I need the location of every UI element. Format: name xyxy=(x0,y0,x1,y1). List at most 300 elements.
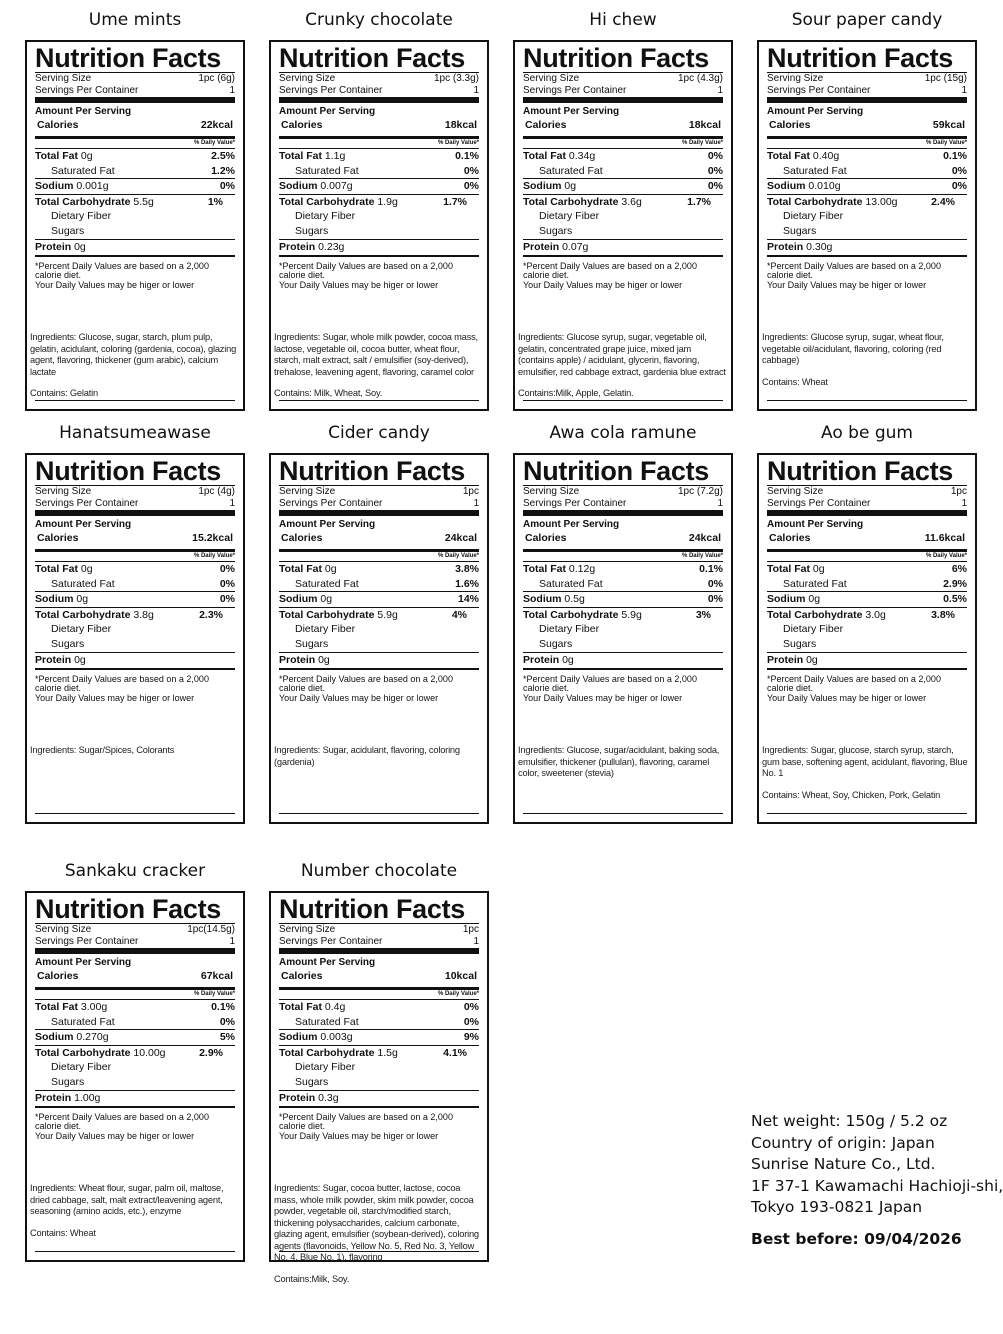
footnote-line: Your Daily Values may be higer or lower xyxy=(279,1130,439,1141)
serving-size-value: 1pc(14.5g) xyxy=(187,924,235,935)
footnote-line: *Percent Daily Values are based on a 2,000 xyxy=(279,1111,453,1122)
servings-label: Servings Per Container xyxy=(279,935,383,947)
footnote-line: Your Daily Values may be higer or lower xyxy=(523,692,683,703)
thick-divider xyxy=(35,97,235,103)
servings-row xyxy=(767,85,967,97)
nutrition-label xyxy=(269,40,489,411)
total-carb-label: Total Carbohydrate xyxy=(35,1046,131,1059)
ingredients-block xyxy=(518,745,728,790)
footnote-line: Your Daily Values may be higer or lower xyxy=(279,692,439,703)
total-fat-amount: 0g xyxy=(80,563,93,575)
nutrition-facts-heading: Nutrition Facts xyxy=(35,456,222,486)
ingredients-block xyxy=(274,1183,484,1285)
total-fat-amount: 0g xyxy=(80,150,93,162)
dietary-fiber-row: Dietary Fiber xyxy=(295,623,356,635)
address-line-2: Tokyo 193-0821 Japan xyxy=(751,1198,923,1216)
footnote xyxy=(523,675,723,704)
sugars-row: Sugars xyxy=(783,638,817,650)
total-fat-row xyxy=(279,561,479,577)
calories-value: 24kcal xyxy=(444,532,477,544)
sodium-label: Sodium xyxy=(279,180,318,192)
protein-row xyxy=(35,239,235,255)
saturated-fat-row xyxy=(35,164,235,179)
nutrition-label xyxy=(25,40,245,411)
total-fat-dv: 0% xyxy=(219,563,235,575)
sodium-dv: 0% xyxy=(707,593,723,605)
servings-value: 1 xyxy=(229,84,235,96)
sodium-row xyxy=(523,178,723,194)
footnote-line: Your Daily Values may be higer or lower xyxy=(767,279,927,290)
ingredients-text: Ingredients: Sugar, glucose, starch syrup, starch, gum base, softening agent, acidulant, flavoring, Blue No. 1 xyxy=(762,745,968,778)
total-fat-label: Total Fat xyxy=(767,563,810,575)
total-fat-row xyxy=(523,148,723,164)
total-fat-row xyxy=(35,999,235,1015)
daily-value-header: % Daily Value* xyxy=(193,991,235,997)
total-fat-dv: 0.1% xyxy=(211,1001,235,1013)
protein-label: Protein xyxy=(279,1092,316,1104)
nutrition-facts-heading: Nutrition Facts xyxy=(279,894,466,924)
protein-amount: 1.00g xyxy=(74,1092,101,1104)
total-carb-row xyxy=(35,194,235,210)
sodium-amount: 0.5g xyxy=(564,593,585,605)
serving-size-value: 1pc xyxy=(462,924,479,935)
servings-row xyxy=(35,936,235,948)
total-carb-amount: 5.5g xyxy=(133,195,154,208)
protein-label: Protein xyxy=(523,654,560,666)
sodium-dv: 5% xyxy=(219,1031,235,1043)
servings-value: 1 xyxy=(717,84,723,96)
amount-per-serving: Amount Per Serving xyxy=(279,106,376,117)
nutrition-facts-heading: Nutrition Facts xyxy=(279,43,466,73)
net-weight: Net weight: 150g / 5.2 oz xyxy=(751,1112,948,1130)
protein-amount: 0g xyxy=(318,654,330,666)
calories-label: Calories xyxy=(281,119,323,131)
sugars-row: Sugars xyxy=(295,638,329,650)
ingredients-text: Ingredients: Wheat flour, sugar, palm oil, maltose, dried cabbage, salt, malt extract/leavening agent, seasoning (amino acids, etc.), enzyme xyxy=(30,1183,224,1216)
calories-row xyxy=(35,531,235,545)
servings-value: 1 xyxy=(229,497,235,509)
servings-value: 1 xyxy=(961,497,967,509)
protein-row xyxy=(35,1090,235,1106)
sodium-amount: 0g xyxy=(808,593,821,605)
servings-row xyxy=(35,498,235,510)
servings-row xyxy=(279,936,479,948)
total-fat-row xyxy=(523,561,723,577)
sodium-label: Sodium xyxy=(279,1031,318,1043)
bottom-rule xyxy=(35,1251,235,1252)
saturated-fat-label: Saturated Fat xyxy=(295,1015,359,1028)
sodium-dv: 9% xyxy=(463,1031,479,1043)
servings-label: Servings Per Container xyxy=(523,497,627,509)
ingredients-text: Ingredients: Glucose syrup, sugar, vegetable oil, gelatin, concentrated grape juice, mixed jam (contains apple) / acidulant, glycerin, flavoring, emulsifier, red cabbage extract, gardenia blue extract xyxy=(518,332,726,377)
serving-size-row xyxy=(279,485,479,498)
nutrition-facts-heading: Nutrition Facts xyxy=(35,43,222,73)
protein-label: Protein xyxy=(35,241,72,253)
dietary-fiber-row: Dietary Fiber xyxy=(539,210,600,222)
thick-divider xyxy=(279,97,479,103)
bottom-rule xyxy=(523,813,723,814)
product-name: Ao be gum xyxy=(821,423,913,443)
sodium-amount: 0g xyxy=(564,180,577,192)
ingredients-block xyxy=(30,332,240,400)
sodium-amount: 0g xyxy=(76,593,89,605)
daily-value-header: % Daily Value* xyxy=(437,553,479,559)
total-fat-amount: 1.1g xyxy=(324,150,346,162)
calories-value: 18kcal xyxy=(444,119,477,131)
total-carb-label: Total Carbohydrate xyxy=(523,608,619,621)
serving-size-label: Serving Size xyxy=(279,73,336,84)
serving-size-row xyxy=(35,923,235,936)
sodium-row xyxy=(35,1029,235,1045)
total-fat-dv: 6% xyxy=(951,563,967,575)
protein-label: Protein xyxy=(35,654,72,666)
calories-label: Calories xyxy=(281,532,323,544)
protein-amount: 0.30g xyxy=(806,241,833,253)
calories-label: Calories xyxy=(281,970,323,982)
ingredients-block xyxy=(518,332,728,400)
bottom-rule xyxy=(523,400,723,401)
protein-amount: 0.07g xyxy=(562,241,589,253)
servings-value: 1 xyxy=(961,84,967,96)
daily-value-header: % Daily Value* xyxy=(925,553,967,559)
protein-row xyxy=(523,239,723,255)
footnote-line: calorie diet. xyxy=(767,270,814,280)
product-name: Hi chew xyxy=(589,10,657,30)
calories-label: Calories xyxy=(525,119,567,131)
calories-label: Calories xyxy=(37,970,79,982)
thick-divider xyxy=(279,510,479,516)
calories-value: 15.2kcal xyxy=(192,532,233,544)
sodium-dv: 0% xyxy=(951,180,967,192)
total-fat-label: Total Fat xyxy=(767,150,810,162)
contains-text: Contains:Milk, Apple, Gelatin. xyxy=(518,388,634,398)
contains-text: Contains: Wheat xyxy=(30,1227,96,1238)
protein-amount: 0g xyxy=(74,654,86,666)
servings-row xyxy=(35,85,235,97)
total-carb-amount: 3.0g xyxy=(865,608,886,621)
sodium-label: Sodium xyxy=(35,1031,74,1043)
sodium-dv: 14% xyxy=(457,593,479,605)
serving-size-value: 1pc xyxy=(462,486,479,497)
saturated-fat-label: Saturated Fat xyxy=(295,164,359,177)
protein-label: Protein xyxy=(767,654,804,666)
total-carb-row xyxy=(279,1045,479,1061)
servings-value: 1 xyxy=(717,497,723,509)
servings-value: 1 xyxy=(473,497,479,509)
total-carb-label: Total Carbohydrate xyxy=(279,1046,375,1059)
calories-label: Calories xyxy=(37,532,79,544)
dietary-fiber-row: Dietary Fiber xyxy=(783,210,844,222)
servings-label: Servings Per Container xyxy=(35,84,139,96)
ingredients-block xyxy=(274,332,484,400)
servings-label: Servings Per Container xyxy=(767,84,871,96)
total-carb-dv: 4.1% xyxy=(443,1046,467,1059)
sodium-dv: 0% xyxy=(219,180,235,192)
saturated-fat-label: Saturated Fat xyxy=(783,164,847,177)
footnote xyxy=(523,262,723,291)
sodium-amount: 0.010g xyxy=(808,180,841,192)
dietary-fiber-row: Dietary Fiber xyxy=(295,210,356,222)
saturated-fat-dv: 2.9% xyxy=(943,577,967,590)
ingredients-block xyxy=(30,1183,240,1239)
calories-row xyxy=(523,118,723,132)
sodium-label: Sodium xyxy=(35,180,74,192)
calories-value: 67kcal xyxy=(200,970,233,982)
calories-row xyxy=(279,118,479,132)
amount-per-serving: Amount Per Serving xyxy=(279,519,376,530)
ingredients-text: Ingredients: Sugar, whole milk powder, cocoa mass, lactose, vegetable oil, cocoa butter, wheat flour, starch, malt extract, salt / emulsifier (soy-derived), trehalose, leavening agent, flavoring, caramel color xyxy=(274,332,478,377)
protein-label: Protein xyxy=(279,241,316,253)
footnote-line: *Percent Daily Values are based on a 2,000 xyxy=(35,1111,209,1122)
footnote-line: calorie diet. xyxy=(523,683,570,693)
total-carb-label: Total Carbohydrate xyxy=(279,195,375,208)
total-carb-row xyxy=(767,194,967,210)
bottom-rule xyxy=(279,1251,479,1252)
nutrition-facts-heading: Nutrition Facts xyxy=(523,456,710,486)
sodium-amount: 0.007g xyxy=(320,180,353,192)
total-carb-row xyxy=(279,607,479,623)
thick-divider xyxy=(35,510,235,516)
thick-divider xyxy=(767,97,967,103)
calories-row xyxy=(767,531,967,545)
serving-size-label: Serving Size xyxy=(35,73,92,84)
saturated-fat-label: Saturated Fat xyxy=(783,577,847,590)
servings-label: Servings Per Container xyxy=(767,497,871,509)
daily-value-header: % Daily Value* xyxy=(193,140,235,146)
calories-value: 18kcal xyxy=(688,119,721,131)
servings-value: 1 xyxy=(229,935,235,947)
amount-per-serving: Amount Per Serving xyxy=(35,106,132,117)
bottom-rule xyxy=(35,400,235,401)
contains-text: Contains:Milk, Soy. xyxy=(274,1273,350,1284)
total-fat-row xyxy=(279,999,479,1015)
saturated-fat-row xyxy=(279,164,479,179)
sodium-row xyxy=(35,591,235,607)
saturated-fat-row xyxy=(35,1015,235,1030)
total-fat-amount: 0.40g xyxy=(812,150,840,162)
protein-row xyxy=(767,239,967,255)
total-fat-dv: 0.1% xyxy=(699,563,723,575)
saturated-fat-row xyxy=(523,577,723,592)
footnote xyxy=(279,675,479,704)
servings-label: Servings Per Container xyxy=(279,497,383,509)
protein-divider xyxy=(279,255,479,257)
protein-divider xyxy=(279,1106,479,1108)
sodium-row xyxy=(279,1029,479,1045)
total-fat-row xyxy=(35,561,235,577)
saturated-fat-dv: 0% xyxy=(951,164,967,177)
serving-size-row xyxy=(279,923,479,936)
dietary-fiber-row: Dietary Fiber xyxy=(51,210,112,222)
footnote-line: calorie diet. xyxy=(523,270,570,280)
ingredients-block xyxy=(762,745,972,801)
sugars-row: Sugars xyxy=(51,225,85,237)
country-of-origin: Country of origin: Japan xyxy=(751,1133,935,1152)
saturated-fat-dv: 0% xyxy=(463,164,479,177)
contains-text: Contains: Gelatin xyxy=(30,388,98,398)
dietary-fiber-row: Dietary Fiber xyxy=(539,623,600,635)
total-carb-row xyxy=(523,194,723,210)
ingredients-block xyxy=(274,745,484,778)
serving-size-row xyxy=(523,485,723,498)
product-name: Hanatsumeawase xyxy=(59,423,211,443)
serving-size-row xyxy=(35,72,235,85)
total-fat-amount: 3.00g xyxy=(80,1001,108,1013)
calories-label: Calories xyxy=(37,119,79,131)
dietary-fiber-row: Dietary Fiber xyxy=(51,623,112,635)
dietary-fiber-row: Dietary Fiber xyxy=(295,1061,356,1073)
dietary-fiber-row: Dietary Fiber xyxy=(783,623,844,635)
serving-size-label: Serving Size xyxy=(767,73,824,84)
saturated-fat-row xyxy=(523,164,723,179)
daily-value-header: % Daily Value* xyxy=(437,140,479,146)
nutrition-label xyxy=(513,40,733,411)
total-fat-label: Total Fat xyxy=(35,1001,78,1013)
total-carb-dv: 2.3% xyxy=(199,608,223,621)
total-fat-dv: 3.8% xyxy=(455,563,479,575)
thick-divider xyxy=(279,948,479,954)
saturated-fat-dv: 0% xyxy=(463,1015,479,1028)
ingredients-text: Ingredients: Sugar/Spices, Colorants xyxy=(30,745,175,755)
total-fat-amount: 0g xyxy=(812,563,825,575)
saturated-fat-label: Saturated Fat xyxy=(539,164,603,177)
serving-size-value: 1pc (6g) xyxy=(198,73,235,84)
sugars-row: Sugars xyxy=(539,638,573,650)
total-fat-row xyxy=(767,561,967,577)
footnote-line: calorie diet. xyxy=(35,1121,82,1131)
serving-size-label: Serving Size xyxy=(279,924,336,935)
total-carb-row xyxy=(35,607,235,623)
serving-size-value: 1pc (15g) xyxy=(924,73,967,84)
sugars-row: Sugars xyxy=(51,638,85,650)
footnote-line: Your Daily Values may be higer or lower xyxy=(35,1130,195,1141)
protein-label: Protein xyxy=(279,654,316,666)
total-carb-row xyxy=(767,607,967,623)
total-carb-row xyxy=(523,607,723,623)
contains-text: Contains: Wheat xyxy=(762,376,828,387)
servings-value: 1 xyxy=(473,84,479,96)
footnote-line: *Percent Daily Values are based on a 2,000 xyxy=(767,260,941,271)
footnote-line: *Percent Daily Values are based on a 2,000 xyxy=(35,260,209,271)
footnote xyxy=(35,1113,235,1142)
product-name: Awa cola ramune xyxy=(549,423,697,443)
total-carb-label: Total Carbohydrate xyxy=(767,608,863,621)
product-name: Sour paper candy xyxy=(791,10,943,30)
total-fat-label: Total Fat xyxy=(279,563,322,575)
sodium-label: Sodium xyxy=(523,180,562,192)
amount-per-serving: Amount Per Serving xyxy=(523,106,620,117)
total-carb-row xyxy=(35,1045,235,1061)
ingredients-block xyxy=(30,745,240,767)
total-fat-label: Total Fat xyxy=(35,150,78,162)
calories-row xyxy=(767,118,967,132)
saturated-fat-label: Saturated Fat xyxy=(51,1015,115,1028)
sugars-row: Sugars xyxy=(51,1076,85,1088)
address-line-1: 1F 37-1 Kawamachi Hachioji-shi, xyxy=(751,1176,1003,1195)
thick-divider xyxy=(767,510,967,516)
servings-row xyxy=(279,85,479,97)
serving-size-value: 1pc (4g) xyxy=(198,486,235,497)
footnote-line: calorie diet. xyxy=(279,1121,326,1131)
total-carb-dv: 4% xyxy=(451,608,467,621)
saturated-fat-dv: 0% xyxy=(219,577,235,590)
total-carb-dv: 3.8% xyxy=(931,608,955,621)
nutrition-label xyxy=(757,40,977,411)
thick-divider xyxy=(35,948,235,954)
total-fat-amount: 0g xyxy=(324,563,337,575)
amount-per-serving: Amount Per Serving xyxy=(767,106,864,117)
sodium-row xyxy=(279,591,479,607)
sodium-dv: 0% xyxy=(219,593,235,605)
protein-row xyxy=(279,239,479,255)
amount-per-serving: Amount Per Serving xyxy=(767,519,864,530)
ingredients-text: Ingredients: Glucose syrup, sugar, wheat flour, vegetable oil/acidulant, flavoring, coloring (red cabbage) xyxy=(762,332,944,365)
total-carb-label: Total Carbohydrate xyxy=(279,608,375,621)
serving-size-label: Serving Size xyxy=(35,924,92,935)
saturated-fat-row xyxy=(767,164,967,179)
total-carb-amount: 1.9g xyxy=(377,195,398,208)
serving-size-row xyxy=(767,72,967,85)
protein-amount: 0.3g xyxy=(318,1092,339,1104)
total-fat-label: Total Fat xyxy=(279,1001,322,1013)
calories-label: Calories xyxy=(769,532,811,544)
nutrition-facts-heading: Nutrition Facts xyxy=(279,456,466,486)
ingredients-text: Ingredients: Glucose, sugar/acidulant, baking soda, emulsifier, thickener (pullulan), flavoring, caramel color, sweetener (stevia) xyxy=(518,745,720,778)
package-info xyxy=(751,1111,1003,1250)
sodium-label: Sodium xyxy=(767,593,806,605)
servings-value: 1 xyxy=(473,935,479,947)
nutrition-facts-heading: Nutrition Facts xyxy=(35,894,222,924)
servings-row xyxy=(523,85,723,97)
sodium-row xyxy=(523,591,723,607)
footnote-line: calorie diet. xyxy=(767,683,814,693)
ingredients-block xyxy=(762,332,972,388)
calories-row xyxy=(35,118,235,132)
total-carb-amount: 10.00g xyxy=(133,1046,166,1059)
footnote-line: Your Daily Values may be higer or lower xyxy=(523,279,683,290)
calories-label: Calories xyxy=(525,532,567,544)
saturated-fat-dv: 0% xyxy=(219,1015,235,1028)
saturated-fat-row xyxy=(279,1015,479,1030)
sodium-dv: 0.5% xyxy=(943,593,967,605)
protein-divider xyxy=(35,668,235,670)
saturated-fat-label: Saturated Fat xyxy=(539,577,603,590)
serving-size-label: Serving Size xyxy=(35,486,92,497)
saturated-fat-dv: 1.6% xyxy=(455,577,479,590)
protein-divider xyxy=(35,255,235,257)
servings-row xyxy=(279,498,479,510)
total-fat-row xyxy=(279,148,479,164)
footnote-line: *Percent Daily Values are based on a 2,000 xyxy=(523,260,697,271)
footnote-line: *Percent Daily Values are based on a 2,000 xyxy=(35,673,209,684)
protein-divider xyxy=(35,1106,235,1108)
protein-row xyxy=(279,652,479,668)
product-name: Cider candy xyxy=(328,423,430,443)
serving-size-value: 1pc xyxy=(950,486,967,497)
serving-size-row xyxy=(35,485,235,498)
sodium-label: Sodium xyxy=(279,593,318,605)
total-fat-dv: 2.5% xyxy=(211,150,235,162)
total-carb-amount: 5.9g xyxy=(621,608,642,621)
daily-value-header: % Daily Value* xyxy=(681,553,723,559)
total-fat-amount: 0.34g xyxy=(568,150,596,162)
footnote-line: calorie diet. xyxy=(279,683,326,693)
saturated-fat-label: Saturated Fat xyxy=(295,577,359,590)
sodium-row xyxy=(35,178,235,194)
sodium-dv: 0% xyxy=(707,180,723,192)
serving-size-value: 1pc (7.2g) xyxy=(677,486,723,497)
protein-amount: 0g xyxy=(806,654,818,666)
